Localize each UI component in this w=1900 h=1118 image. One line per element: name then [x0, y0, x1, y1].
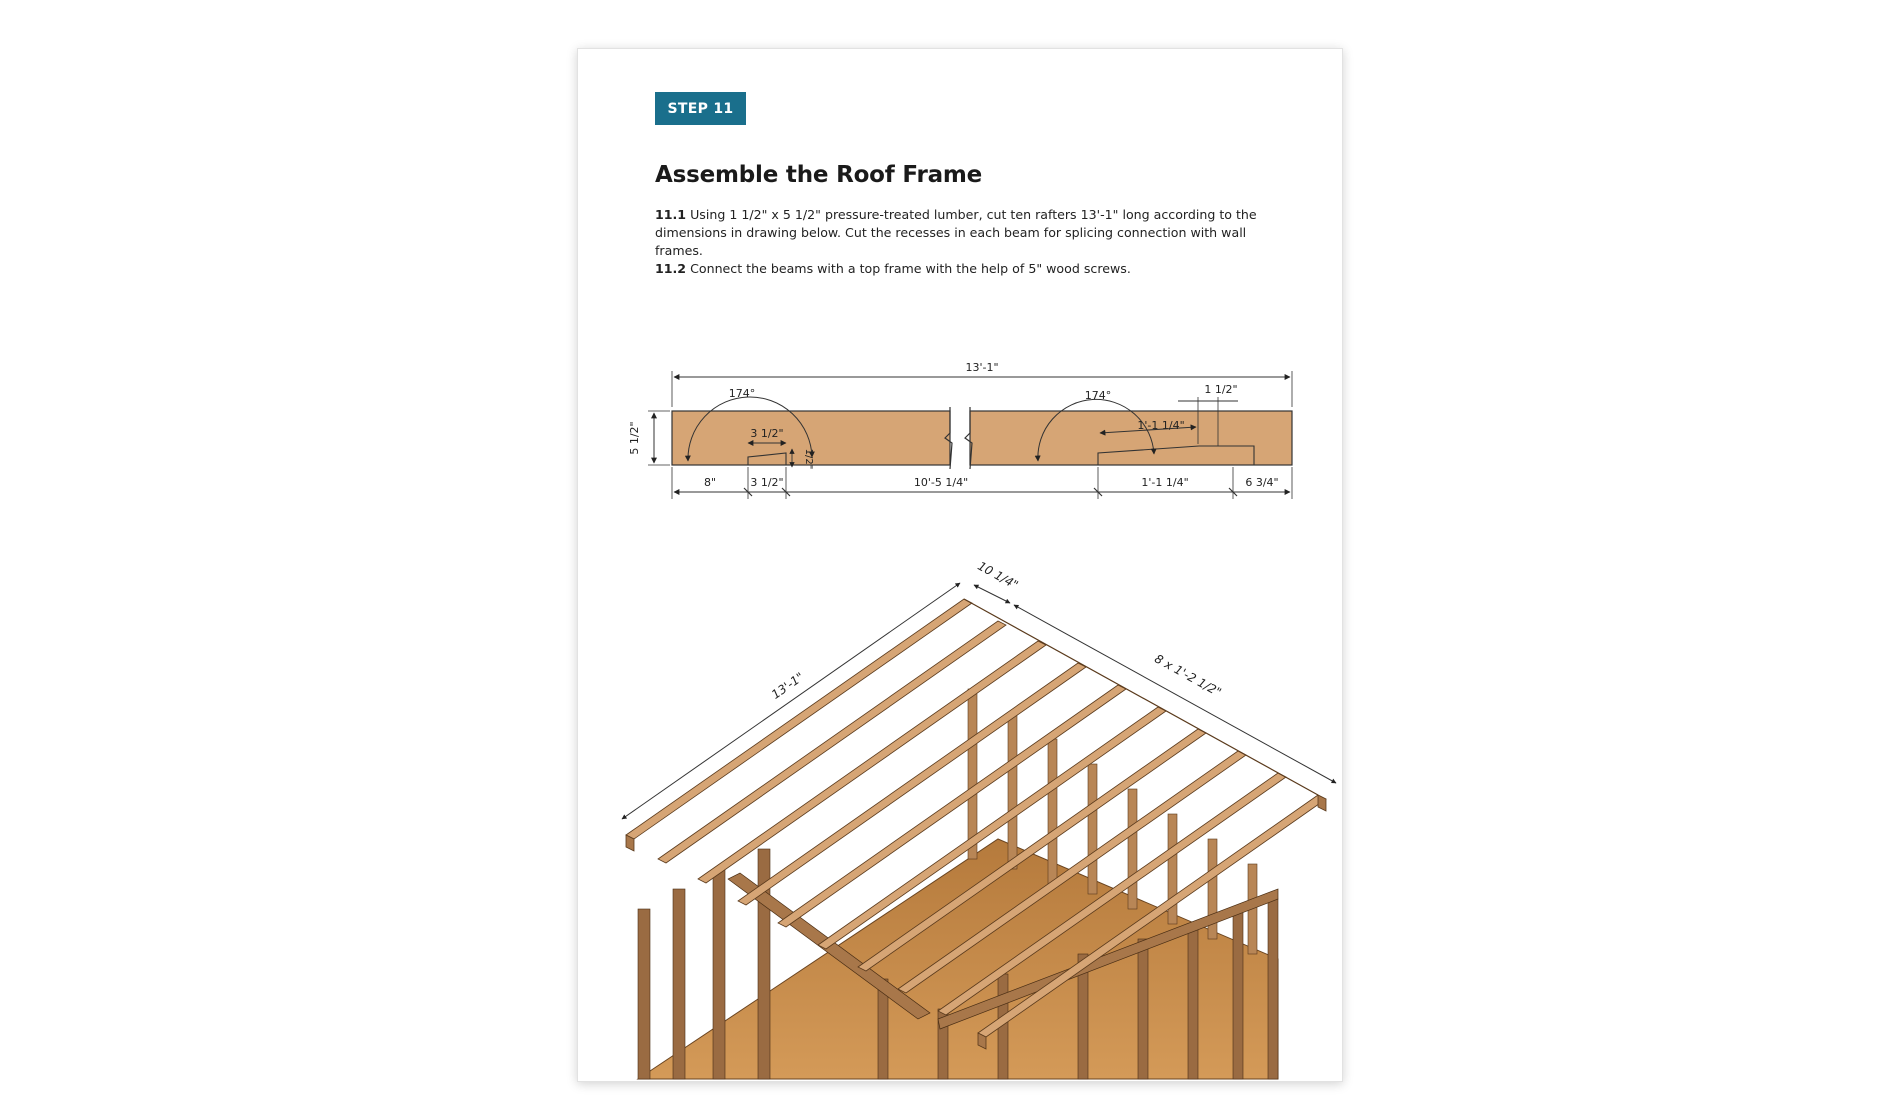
- angle-right-label: 174°: [1084, 389, 1112, 402]
- floor-deck: [638, 839, 1278, 1079]
- roof-frame-illustration: [578, 539, 1342, 1081]
- step-label: STEP 11: [667, 100, 734, 117]
- rafter-dimension-drawing: [578, 349, 1342, 559]
- overall-length-label: 13'-1": [965, 361, 999, 374]
- instruction-11-2: [655, 260, 1295, 278]
- instruction-text: Connect the beams with a top frame with the help of 5" wood screws.: [690, 261, 1131, 276]
- page-title: Assemble the Roof Frame: [655, 162, 983, 188]
- notch-top-right-label: 1 1/2": [1204, 383, 1238, 396]
- notch-depth-left-label: 1/2": [803, 448, 814, 470]
- instruction-text: Using 1 1/2" x 5 1/2" pressure-treated lumber, cut ten rafters 13'-1" long according to the dimensions in drawing below. Cut the recesses in each beam for splicing connection with wall frames.: [655, 207, 1257, 258]
- instruction-11-1: [655, 206, 1295, 260]
- bottom-dim-3: 10'-5 1/4": [913, 476, 969, 489]
- instruction-number: 11.1: [655, 207, 687, 222]
- step-badge: [655, 92, 746, 125]
- frame-overhang-label: 10 1/4": [975, 558, 1021, 593]
- document-page: [577, 48, 1343, 1082]
- height-label: 5 1/2": [628, 421, 641, 455]
- frame-rafter-length-label: 13'-1": [768, 669, 807, 702]
- bottom-dim-4: 1'-1 1/4": [1141, 476, 1189, 489]
- bottom-dim-1: 8": [703, 476, 717, 489]
- instruction-number: 11.2: [655, 261, 687, 276]
- bottom-dim-2: 3 1/2": [750, 476, 784, 489]
- frame-spacing-label: 8 x 1'-2 1/2": [1152, 651, 1224, 700]
- rafter-beam-right: [970, 411, 1292, 465]
- angle-left-label: 174°: [728, 387, 756, 400]
- bottom-dim-5: 6 3/4": [1245, 476, 1279, 489]
- notch-length-left-label: 3 1/2": [750, 427, 784, 440]
- seat-length-right-label: 1'-1 1/4": [1137, 419, 1185, 432]
